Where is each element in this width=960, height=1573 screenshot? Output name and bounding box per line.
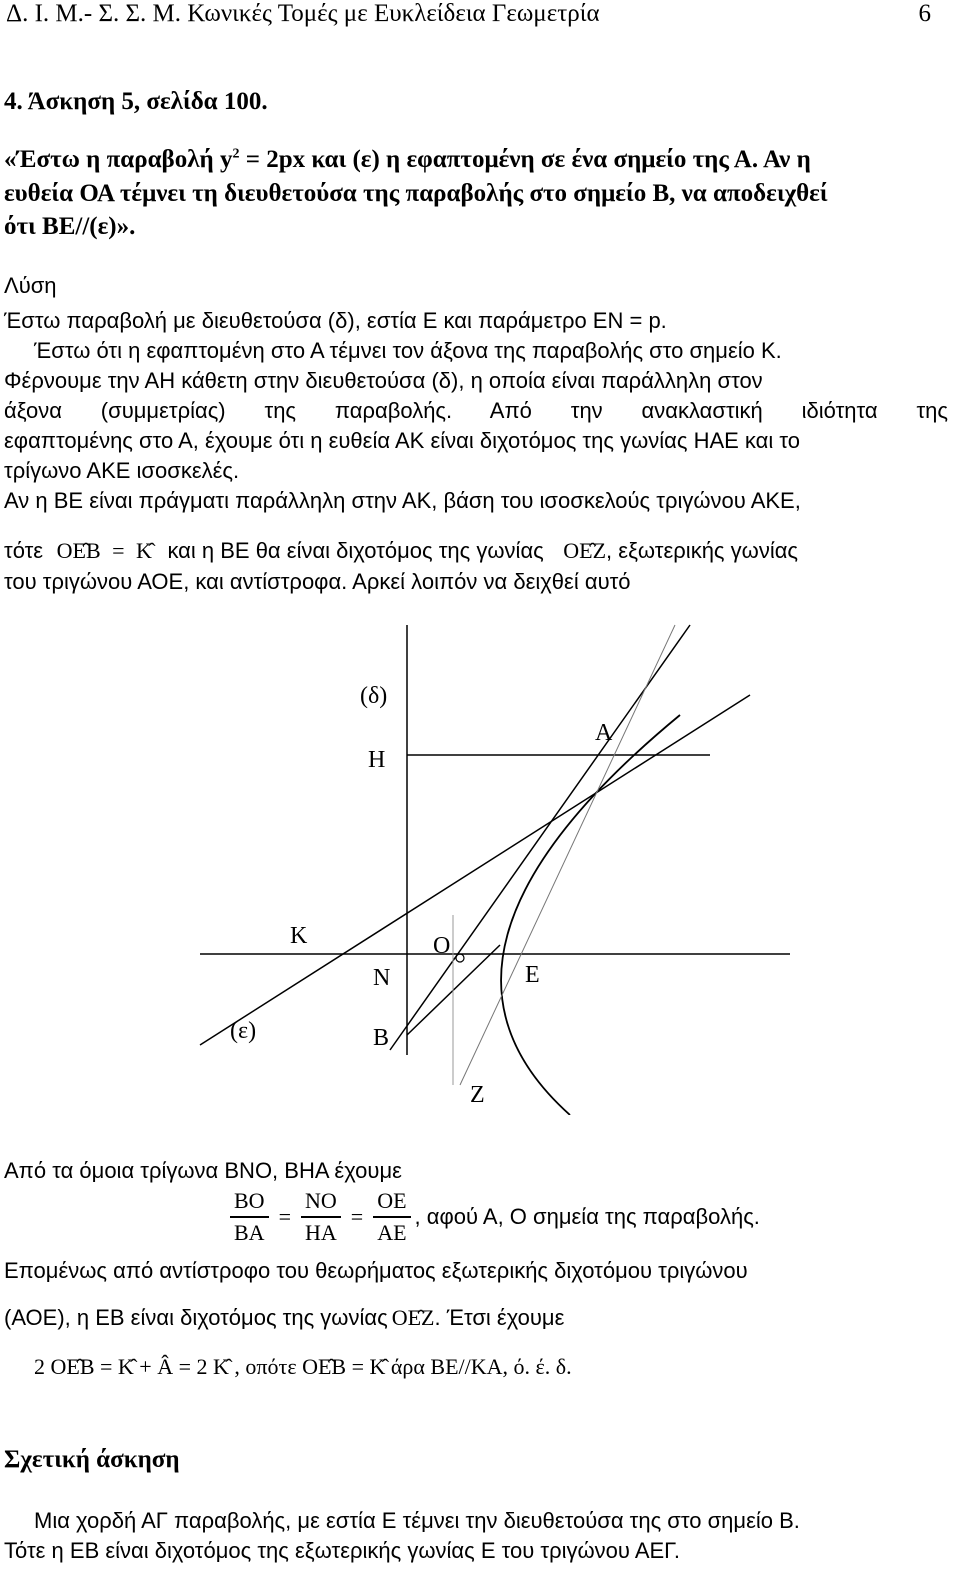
angle-OEB: ΟΕ̂Β bbox=[56, 538, 101, 563]
after-fractions: , αφού Α, Ο σημεία της παραβολής. bbox=[414, 1204, 760, 1229]
page-number: 6 bbox=[918, 0, 931, 27]
frac3-numerator: ΟΕ bbox=[373, 1186, 410, 1218]
solution-line-9: του τριγώνου ΑΟΕ, και αντίστροφα. Αρκεί λοιπόν να δειχθεί αυτό bbox=[4, 569, 631, 594]
frac2-numerator: ΝΟ bbox=[301, 1186, 341, 1218]
line-AE bbox=[460, 625, 675, 1085]
frac3-denominator: ΑΕ bbox=[377, 1220, 407, 1245]
exercise-heading: 4. Άσκηση 5, σελίδα 100. bbox=[4, 88, 268, 115]
label-delta: (δ) bbox=[360, 683, 388, 709]
statement-superscript: 2 bbox=[232, 146, 240, 162]
related-heading: Σχετική άσκηση bbox=[4, 1446, 180, 1473]
label-O: Ο bbox=[433, 933, 451, 959]
proof-line-1: Από τα όμοια τρίγωνα ΒΝΟ, ΒΗΑ έχουμε bbox=[4, 1158, 402, 1183]
parabola-curve bbox=[501, 715, 680, 1115]
solution-line-7: Αν η ΒΕ είναι πράγματι παράλληλη στην ΑΚ, βάση του ισοσκελούς τριγώνου ΑΚΕ, bbox=[4, 488, 801, 513]
statement-line-1 bbox=[4, 146, 948, 174]
point-O bbox=[456, 954, 464, 962]
label-N: Ν bbox=[373, 965, 391, 991]
solution-line-5: εφαπτομένης στο Α, έχουμε ότι η ευθεία ΑΚ είναι διχοτόμος της γωνίας ΗΑΕ και το bbox=[4, 428, 800, 453]
solution-line-3: Φέρνουμε την ΑΗ κάθετη στην διευθετούσα (δ), η οποία είναι παράλληλη στον bbox=[4, 368, 763, 393]
frac1-denominator: ΒΑ bbox=[234, 1220, 265, 1245]
angle-OEZ: ΟΕ̂Ζ bbox=[563, 538, 607, 563]
page-header bbox=[6, 0, 931, 28]
equals-1: = bbox=[278, 1204, 291, 1229]
fraction-OE-AE bbox=[373, 1186, 410, 1248]
related-line-2: Τότε η ΕΒ είναι διχοτόμος της εξωτερικής γωνίας Ε του τριγώνου ΑΕΓ. bbox=[4, 1538, 680, 1563]
label-Z: Ζ bbox=[470, 1082, 485, 1108]
solution-line-1: Έστω παραβολή με διευθετούσα (δ), εστία Ε και παράμετρο ΕΝ = p. bbox=[4, 308, 667, 333]
label-K: Κ bbox=[290, 923, 308, 949]
label-B: Β bbox=[373, 1025, 390, 1051]
statement-line-3: ότι ΒΕ//(ε)». bbox=[4, 213, 136, 240]
statement-part-a: «Έστω η παραβολή y bbox=[4, 146, 233, 173]
statement-line-2: ευθεία ΟΑ τέμνει τη διευθετούσα της παραβολής στο σημείο Β, να αποδειχθεί bbox=[4, 180, 828, 207]
proof-line-4 bbox=[4, 1305, 564, 1331]
header-title: Δ. Ι. Μ.- Σ. Σ. Μ. Κωνικές Τομές με Ευκλείδεια Γεωμετρία bbox=[6, 0, 600, 27]
label-A: Α bbox=[595, 720, 613, 746]
solution-line-4: άξονα (συμμετρίας) της παραβολής. Από την ανακλαστική ιδιότητα της bbox=[4, 398, 948, 423]
related-line-1: Μια χορδή ΑΓ παραβολής, με εστία Ε τέμνει την διευθετούσα της στο σημείο Β. bbox=[34, 1508, 800, 1533]
equals-2: = bbox=[350, 1204, 364, 1229]
proof-line-3: Επομένως από αντίστροφο του θεωρήματος εξωτερικής διχοτόμου τριγώνου bbox=[4, 1258, 748, 1283]
parabola-figure bbox=[190, 615, 890, 1115]
statement-part-b: = 2px και (ε) η εφαπτομένη σε ένα σημείο της Α. Αν η bbox=[239, 146, 811, 173]
solution-line-2: Έστω ότι η εφαπτομένη στο Α τέμνει τον άξονα της παραβολής στο σημείο Κ. bbox=[34, 338, 782, 363]
fraction-BO-BA bbox=[230, 1186, 269, 1248]
tangent-line bbox=[200, 695, 750, 1045]
proof-angle-OEZ: ΟΕ̂Ζ bbox=[391, 1305, 435, 1330]
proof-line-4a: (ΑΟΕ), η ΕΒ είναι διχοτόμος της γωνίας bbox=[4, 1305, 388, 1330]
angle-K: Κ̂ bbox=[136, 538, 152, 563]
equals-sign: = bbox=[112, 538, 125, 563]
line8-end: , εξωτερικής γωνίας bbox=[606, 538, 799, 563]
proof-line-4b: . Έτσι έχουμε bbox=[434, 1305, 565, 1330]
frac1-numerator: ΒΟ bbox=[230, 1186, 269, 1218]
line8-middle: και η ΒΕ θα είναι διχοτόμος της γωνίας bbox=[167, 538, 544, 563]
solution-label: Λύση bbox=[4, 273, 57, 298]
tote-word: τότε bbox=[4, 538, 44, 563]
solution-line-6: τρίγωνο ΑΚΕ ισοσκελές. bbox=[4, 458, 240, 483]
label-H: Η bbox=[368, 747, 386, 773]
fraction-equation bbox=[226, 1186, 760, 1248]
solution-line-8 bbox=[4, 538, 798, 564]
frac2-denominator: ΗΑ bbox=[304, 1220, 337, 1245]
fraction-NO-HA bbox=[301, 1186, 341, 1248]
proof-line-5: 2 ΟΕ̂Β = Κ̂ + Â = 2 Κ̂ , οπότε ΟΕ̂Β = Κ̂ άρα ΒΕ//ΚΑ, ό. έ. δ. bbox=[34, 1354, 572, 1379]
label-E: Ε bbox=[525, 962, 540, 988]
label-epsilon: (ε) bbox=[230, 1018, 257, 1044]
